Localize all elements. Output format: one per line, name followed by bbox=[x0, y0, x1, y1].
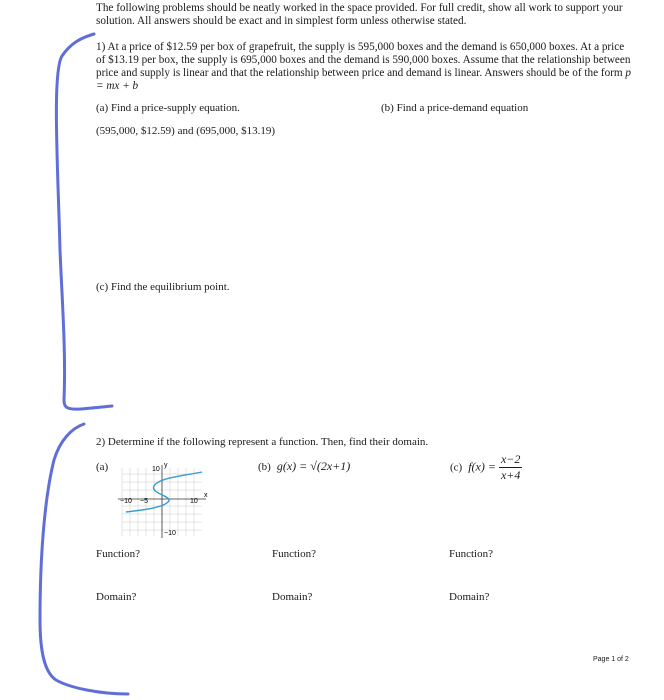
graph-y-top: 10 bbox=[152, 466, 160, 473]
part-2c-label: (c) bbox=[450, 461, 463, 474]
pen-bracket-problem-2 bbox=[40, 424, 128, 694]
graph-x-label: x bbox=[204, 492, 208, 499]
part-1b: (b) Find a price-demand equation bbox=[381, 102, 529, 114]
part-2b-label: (b) bbox=[258, 461, 271, 473]
graph-x-right: 10 bbox=[190, 498, 198, 505]
part-2c-numerator: x−2 bbox=[500, 452, 521, 466]
function-label-b: Function? bbox=[272, 548, 316, 560]
graph-y-bottom: −10 bbox=[164, 530, 176, 537]
part-2c-denominator: x+4 bbox=[500, 468, 521, 482]
part-1a: (a) Find a price-supply equation. bbox=[96, 102, 240, 114]
part-2c-lhs: f(x) = bbox=[468, 459, 496, 474]
part-2a-label: (a) bbox=[96, 461, 109, 473]
problem-1-statement: 1) At a price of $12.59 per box of grapefruit, the supply is 595,000 boxes and the demand is 650,000 boxes. At a price of $13.19 per box, the supply is 695,000 boxes and the demand is 590,000 boxes. Assume that the relationship between price and supply is linear and that the relationship between price and demand is linear. Answers should be of the form bbox=[96, 41, 631, 79]
function-label-a: Function? bbox=[96, 548, 140, 560]
graph-x-left: −10 bbox=[120, 498, 132, 505]
part-2b-expression: g(x) = √(2x+1) bbox=[276, 459, 351, 473]
problem-1-form: p = mx + b bbox=[96, 67, 631, 92]
part-1c: (c) Find the equilibrium point. bbox=[96, 281, 230, 293]
function-label-c: Function? bbox=[449, 548, 493, 560]
domain-label-b: Domain? bbox=[272, 591, 313, 603]
instructions: The following problems should be neatly worked in the space provided. For full credit, show all work to support your solution. All answers should be exact and in simplest form unless otherwise stated. bbox=[96, 2, 623, 27]
graph-y-label: y bbox=[164, 462, 168, 469]
handwritten-points: (595,000, $12.59) and (695,000, $13.19) bbox=[96, 125, 276, 137]
pen-bracket-problem-1 bbox=[56, 34, 112, 409]
page-number: Page 1 of 2 bbox=[593, 656, 629, 663]
domain-label-c: Domain? bbox=[449, 591, 490, 603]
graph-x-left2: −5 bbox=[140, 498, 148, 505]
problem-2-title: 2) Determine if the following represent a function. Then, find their domain. bbox=[96, 436, 429, 448]
domain-label-a: Domain? bbox=[96, 591, 137, 603]
